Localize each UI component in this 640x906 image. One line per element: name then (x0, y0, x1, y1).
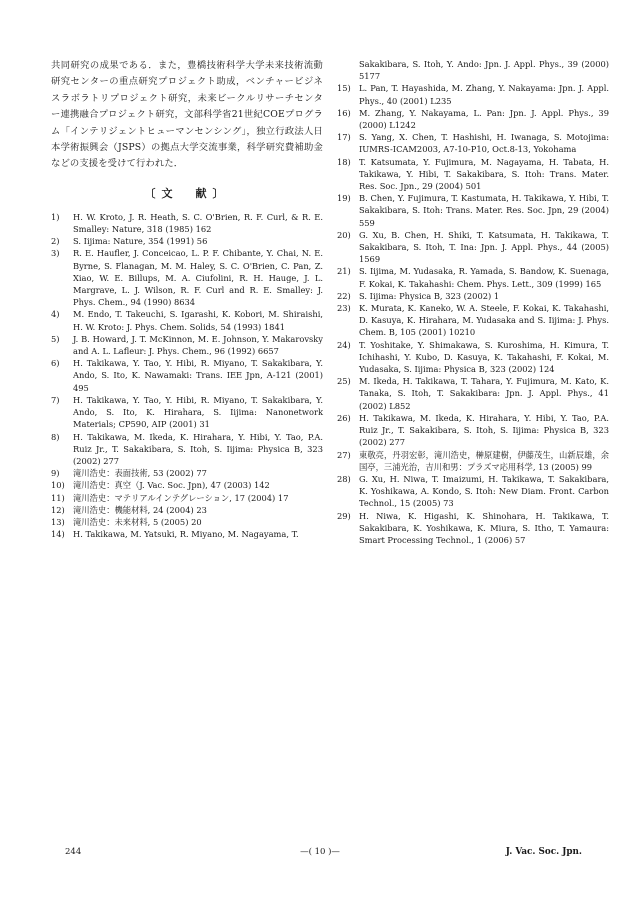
reference-number: 27) (337, 449, 351, 460)
reference-text: S. Yang, X. Chen, T. Hashishi, H. Iwanaga, S. Motojima: IUMRS-ICAM2003, A7-10-P10, Oct.8-13, Yokohama (359, 132, 609, 155)
reference-text: G. Xu, B. Chen, H. Shiki, T. Katsumata, H. Takikawa, T. Sakakibara, S. Itoh, T. Ina: Jpn. J. Appl. Phys., 44 (2005) 1569 (359, 229, 609, 265)
reference-item (51, 492, 323, 504)
reference-item (337, 156, 609, 193)
reference-number: 23) (337, 303, 351, 314)
reference-number: 7) (51, 394, 60, 405)
reference-item (337, 82, 609, 106)
reference-number: 10) (51, 480, 65, 491)
reference-text: K. Murata, K. Kaneko, W. A. Steele, F. Kokai, K. Takahashi, D. Kasuya, K. Hirahara, M. Yudasaka and S. Iijima: J. Phys. Chem. B, 105 (2001) 10210 (359, 303, 609, 338)
reference-item (337, 412, 609, 449)
reference-number: 1) (51, 211, 60, 222)
reference-item (337, 449, 609, 473)
reference-item (51, 467, 323, 479)
acknowledgment-paragraph: 共同研究の成果である．また，豊橋技術科学大学未来技術流動研究センターの重点研究プロジェクト助成，ベンチャービジネスラボラトリプロジェクト研究，未来ビークルリサーチセンター連携融合プロジェクト研究，文部科学省21世紀COEプログラム「インテリジェントヒューマンセンシング」，独立行政法人日本学術振興会（JSPS）の拠点大学交流事業，科学研究費補助金などの支援を受けて行われた． (51, 60, 323, 170)
reference-number: 15) (337, 83, 351, 94)
reference-number: 17) (337, 132, 351, 143)
reference-item (337, 265, 609, 289)
reference-item (337, 58, 609, 82)
reference-item (337, 192, 609, 229)
reference-item (337, 229, 609, 266)
reference-number: 13) (51, 516, 65, 527)
reference-text: M. Ikeda, H. Takikawa, T. Tahara, Y. Fujimura, M. Kato, K. Tanaka, S. Itoh, T. Sakakibara: Jpn. J. Appl. Phys., 41 (2002) L852 (359, 376, 609, 411)
reference-text: H. Takikawa, M. Yatsuki, R. Miyano, M. Nagayama, T. (73, 529, 299, 540)
reference-number: 11) (51, 492, 65, 503)
reference-text: 東敬亮，丹羽宏彰，滝川浩史，榊原建樹，伊藤茂生，山新辰雄，余 国亭，三浦光治，吉川和男：プラズマ応用科学, 13 (2005) 99 (359, 449, 609, 472)
reference-item (51, 357, 323, 394)
reference-text: H. Takikawa, Y. Tao, Y. Hibi, R. Miyano, T. Sakakibara, Y. Ando, S. Ito, K. Hirahara, S. Iijima: Nanonetwork Materials; CP590, AIP (2001) 31 (73, 394, 323, 430)
reference-number: 22) (337, 290, 351, 301)
reference-text: M. Endo, T. Takeuchi, S. Igarashi, K. Kobori, M. Shiraishi, H. W. Kroto: J. Phys. Chem. Solids, 54 (1993) 1841 (73, 309, 323, 332)
reference-number: 29) (337, 510, 351, 521)
reference-number: 12) (51, 504, 65, 515)
reference-text: H. Takikawa, M. Ikeda, K. Hirahara, Y. Hibi, Y. Tao, P.A. Ruiz Jr., T. Sakakibara, S. Itoh, S. Iijima: Physica B, 323 (2002) 277 (359, 412, 609, 448)
reference-item (51, 211, 323, 235)
reference-text: H. W. Kroto, J. R. Heath, S. C. O'Brien, R. F. Curl, & R. E. Smalley: Nature, 318 (1985) 162 (73, 211, 323, 235)
reference-number: 14) (51, 529, 65, 540)
reference-text: H. Niwa, K. Higashi, K. Shinohara, H. Takikawa, T. Sakakibara, K. Yoshikawa, K. Miura, S. Itho, T. Yamaura: Smart Processing Technol., 1 (2006) 57 (359, 510, 609, 545)
left-column (51, 58, 323, 540)
reference-text: R. E. Haufler, J. Conceicao, L. P. F. Chibante, Y. Chai, N. E. Byrne, S. Flanagan, M. M. Haley, S. C. O'Brien, C. Pan, Z. Xiao, W. E. Billups, M. A. Ciufolini, R. H. Hauge, J. L. Margrave, L. J. Wilson, R. F. Curl and R. E. Smalley: J. Phys. Chem., 94 (1990) 8634 (73, 248, 323, 308)
reference-text: T. Katsumata, Y. Fujimura, M. Nagayama, H. Tabata, H. Takikawa, Y. Hibi, T. Sakakibara, S. Itoh: Trans. Mater. Res. Soc. Jpn., 29 (2004) 501 (359, 156, 609, 192)
reference-item (337, 107, 609, 131)
reference-number: 3) (51, 248, 60, 259)
page-footer (0, 847, 640, 861)
reference-item (51, 479, 323, 491)
journal-name: J. Vac. Soc. Jpn. (505, 847, 582, 857)
reference-item (51, 516, 323, 528)
reference-text: S. Iijima: Physica B, 323 (2002) 1 (359, 290, 500, 301)
page-number: 244 (65, 847, 82, 857)
reference-text: 滝川浩史：未来材料, 5 (2005) 20 (73, 516, 202, 527)
reference-text: Sakakibara, S. Itoh, Y. Ando: Jpn. J. Appl. Phys., 39 (2000) 5177 (359, 59, 609, 82)
reference-item (337, 473, 609, 510)
reference-item (51, 333, 323, 357)
reference-number: 18) (337, 156, 351, 167)
reference-item (337, 290, 609, 302)
reference-text: 滝川浩史：マテリアルインテグレーション, 17 (2004) 17 (73, 492, 289, 503)
reference-item (337, 302, 609, 339)
reference-item (337, 131, 609, 155)
reference-item (337, 339, 609, 376)
reference-item (51, 504, 323, 516)
reference-text: L. Pan, T. Hayashida, M. Zhang, Y. Nakayama: Jpn. J. Appl. Phys., 40 (2001) L235 (359, 83, 609, 106)
reference-text: G. Xu, H. Niwa, T. Imaizumi, H. Takikawa, T. Sakakibara, K. Yoshikawa, A. Kondo, S. Itoh: New Diam. Front. Carbon Technol., 15 (2005) 73 (359, 473, 609, 509)
reference-number: 21) (337, 266, 351, 277)
reference-text: T. Yoshitake, Y. Shimakawa, S. Kuroshima, H. Kimura, T. Ichihashi, Y. Kubo, D. Kasuya, K. Takahashi, F. Kokai, M. Yudasaka, S. Iijima: Physica B, 323 (2002) 124 (359, 339, 609, 375)
reference-text: H. Takikawa, M. Ikeda, K. Hirahara, Y. Hibi, Y. Tao, P.A. Ruiz Jr., T. Sakakibara, S. Itoh, S. Iijima: Physica B, 323 (2002) 277 (73, 431, 323, 466)
reference-item (51, 431, 323, 468)
reference-text: 滝川浩史：真空（J. Vac. Soc. Jpn), 47 (2003) 142 (73, 480, 270, 491)
reference-number: 24) (337, 339, 351, 350)
reference-item (51, 528, 323, 540)
reference-list-left (51, 211, 323, 540)
reference-number: 2) (51, 236, 60, 247)
reference-item (51, 308, 323, 332)
reference-number: 28) (337, 473, 351, 484)
reference-number: 19) (337, 193, 351, 204)
reference-number: 8) (51, 431, 60, 442)
reference-number: 4) (51, 309, 60, 320)
reference-number: 9) (51, 468, 60, 479)
references-heading: 〔文 献〕 (144, 186, 230, 200)
reference-number: 16) (337, 107, 351, 118)
reference-text: H. Takikawa, Y. Tao, Y. Hibi, R. Miyano, T. Sakakibara, Y. Ando, S. Ito, K. Nawamaki: Trans. IEE Jpn, A-121 (2001) 495 (73, 358, 323, 393)
right-column (337, 58, 609, 546)
reference-number: 5) (51, 333, 60, 344)
reference-item (337, 375, 609, 412)
reference-text: 滝川浩史：表面技術, 53 (2002) 77 (73, 468, 207, 479)
reference-item (51, 247, 323, 308)
reference-item (337, 510, 609, 547)
reference-text: S. Iijima, M. Yudasaka, R. Yamada, S. Bandow, K. Suenaga, F. Kokai, K. Takahashi: Chem. Phys. Lett., 309 (1999) 165 (359, 266, 609, 289)
reference-text: 滝川浩史：機能材料, 24 (2004) 23 (73, 504, 207, 515)
reference-number: 20) (337, 229, 351, 240)
reference-item (51, 394, 323, 431)
reference-text: J. B. Howard, J. T. McKinnon, M. E. Johnson, Y. Makarovsky and A. L. Lafleur: J. Phys. Chem., 96 (1992) 6657 (73, 333, 323, 357)
reference-list-right (337, 58, 609, 546)
reference-text: M. Zhang, Y. Nakayama, L. Pan: Jpn. J. Appl. Phys., 39 (2000) L1242 (359, 107, 609, 131)
reference-number: 26) (337, 412, 351, 423)
reference-number: 6) (51, 358, 60, 369)
reference-text: B. Chen, Y. Fujimura, T. Kastumata, H. Takikawa, Y. Hibi, T. Sakakibara, S. Itoh: Trans. Mater. Res. Soc. Jpn, 29 (2004) 559 (359, 193, 609, 228)
reference-number: 25) (337, 376, 351, 387)
center-page-number: —( 10 )— (300, 847, 340, 857)
reference-text: S. Iijima: Nature, 354 (1991) 56 (73, 236, 208, 247)
reference-item (51, 235, 323, 247)
